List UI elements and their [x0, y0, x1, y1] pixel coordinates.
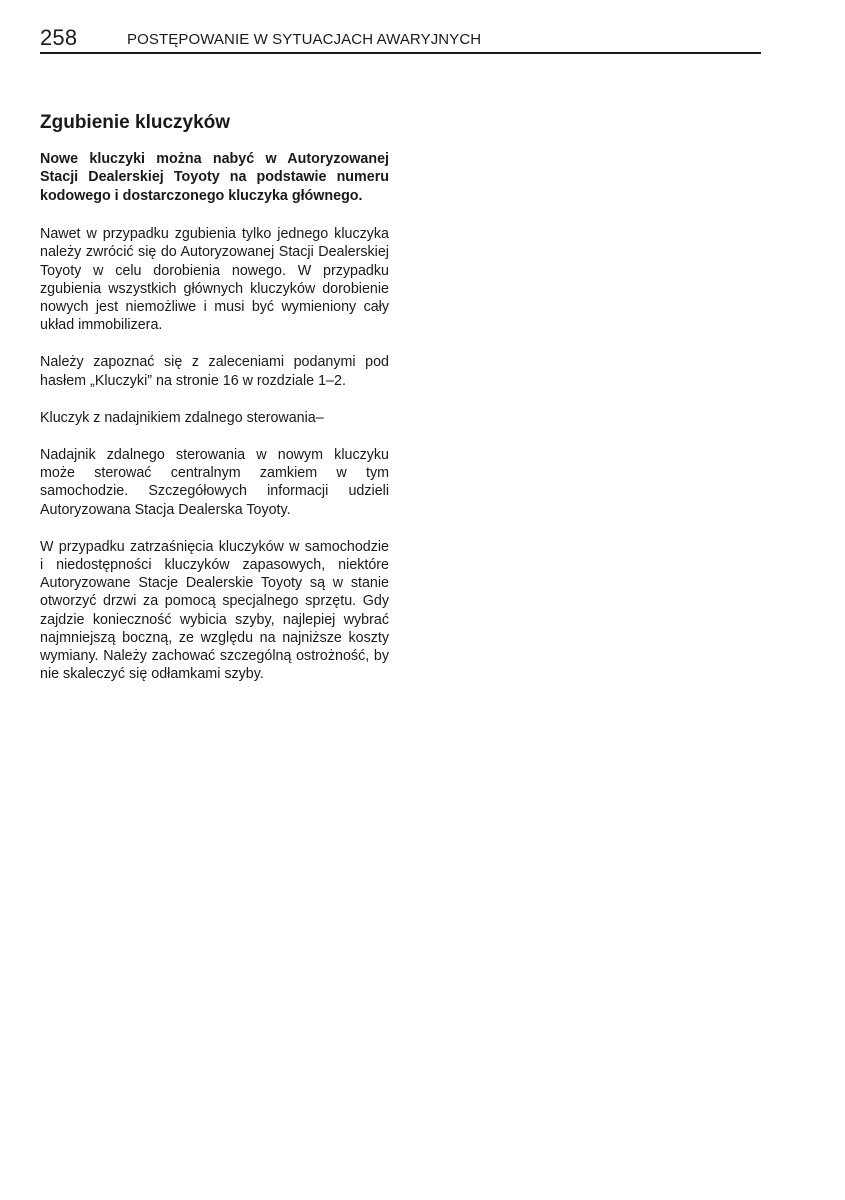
section-content: [40, 111, 389, 701]
paragraph-see-keys: Należy zapoznać się z zaleceniami podanymi pod hasłem „Kluczyki” na stronie 16 w rozdziale 1–2.: [40, 354, 389, 389]
page-number: 258: [40, 25, 78, 50]
paragraph-remote-key-heading: Kluczyk z nadajnikiem zdalnego sterowania–: [40, 409, 324, 426]
paragraph-locked-in: W przypadku zatrzaśnięcia kluczyków w samochodzie i niedostępności kluczyków zapasowych, niektóre Autoryzowane Stacje Dealerskie Toyoty są w stanie otworzyć drzwi za pomocą specjalnego sprzętu. Gdy zajdzie konieczność wybicia szyby, najlepiej wybrać najmniejszą boczną, ze względu na najniższe koszty wymiany. Należy zachować szczególną ostrożność, by nie skaleczyć się odłamkami szyby.: [40, 538, 389, 683]
paragraph-remote-transmitter: Nadajnik zdalnego sterowania w nowym kluczyku może sterować centralnym zamkiem w tym samochodzie. Szczegółowych informacji udzieli Autoryzowana Stacja Dealerska Toyoty.: [40, 447, 389, 518]
lead-paragraph: Nowe kluczyki można nabyć w Autoryzowanej Stacji Dealerskiej Toyoty na podstawie numeru kodowego i dostarczonego kluczyka głównego.: [40, 151, 389, 204]
section-title: Zgubienie kluczyków: [40, 112, 231, 133]
paragraph-lost-key: Nawet w przypadku zgubienia tylko jednego kluczyka należy zwrócić się do Autoryzowanej Stacji Dealerskiej Toyoty w celu dorobienia nowego. W przypadku zgubienia wszystkich głównych kluczyków dorobienie nowych jest niemożliwe i musi być wymieniony cały układ immobilizera.: [40, 226, 389, 334]
running-title: POSTĘPOWANIE W SYTUACJACH AWARYJNYCH: [127, 31, 482, 48]
page-header: [40, 26, 761, 54]
